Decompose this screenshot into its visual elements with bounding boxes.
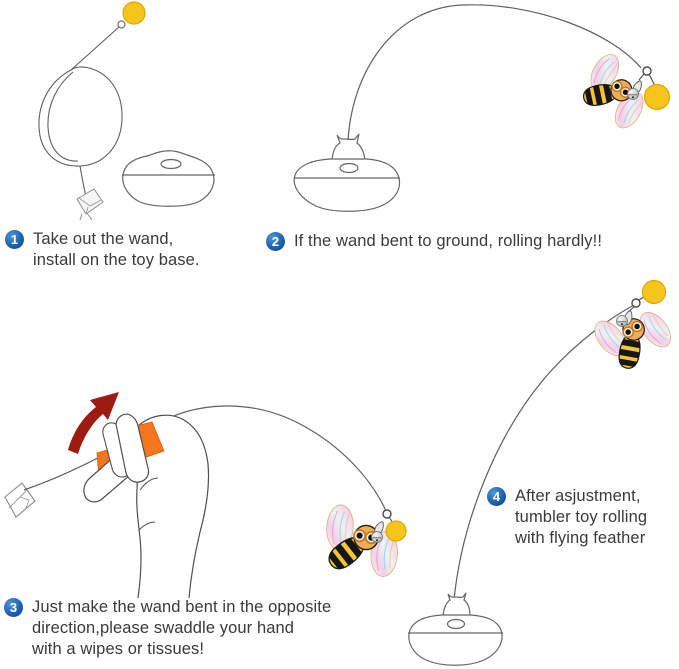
step-4-line-2: tumbler toy rolling xyxy=(515,508,648,526)
step-1-caption xyxy=(5,229,200,271)
step-2-badge: 2 xyxy=(266,232,285,251)
yellow-ball xyxy=(645,85,670,110)
step-3-line-1: Just make the wand bent in the opposite xyxy=(32,598,332,616)
metal-ring xyxy=(383,510,391,518)
step-4-illustration xyxy=(408,281,679,666)
bee-toy xyxy=(583,297,679,376)
hand-sketch xyxy=(84,414,209,598)
metal-ring xyxy=(632,299,640,307)
step-1-badge: 1 xyxy=(5,230,24,249)
bee-toy xyxy=(301,481,420,604)
bell-charm xyxy=(617,316,628,327)
step-3-line-3: with a wipes or tissues! xyxy=(32,640,205,658)
step-3-line-2: direction,please swaddle your hand xyxy=(32,619,295,637)
toy-base xyxy=(408,593,503,665)
step-4-caption xyxy=(487,486,647,549)
bee-toy xyxy=(575,43,655,141)
step-4-line-1: After asjustment, xyxy=(515,487,641,505)
wand-connector-ring xyxy=(118,21,125,28)
step-3-badge: 3 xyxy=(4,598,23,617)
cat-ear-cap xyxy=(443,593,470,616)
step-3-illustration xyxy=(5,392,419,604)
step-1-line-1: Take out the wand, xyxy=(33,230,174,248)
step-2-caption xyxy=(266,231,602,252)
step-1-line-2: install on the toy base. xyxy=(33,251,200,269)
step-4-line-3: with flying feather xyxy=(515,529,646,547)
step-3-caption xyxy=(4,597,331,660)
yellow-ball xyxy=(386,521,406,541)
yellow-ball xyxy=(643,281,666,304)
yellow-ball xyxy=(123,2,145,24)
metal-ring xyxy=(643,67,651,75)
step-1-illustration xyxy=(39,2,215,220)
toy-base xyxy=(122,151,215,207)
step-4-badge: 4 xyxy=(487,487,506,506)
step-2-illustration xyxy=(294,5,670,211)
step-2-line-1: If the wand bent to ground, rolling hardly!! xyxy=(294,232,603,250)
wand-coil xyxy=(39,27,122,197)
wand-clip xyxy=(77,189,103,220)
bell-charm xyxy=(372,532,383,543)
bell-charm xyxy=(628,89,639,100)
toy-base xyxy=(294,134,400,211)
